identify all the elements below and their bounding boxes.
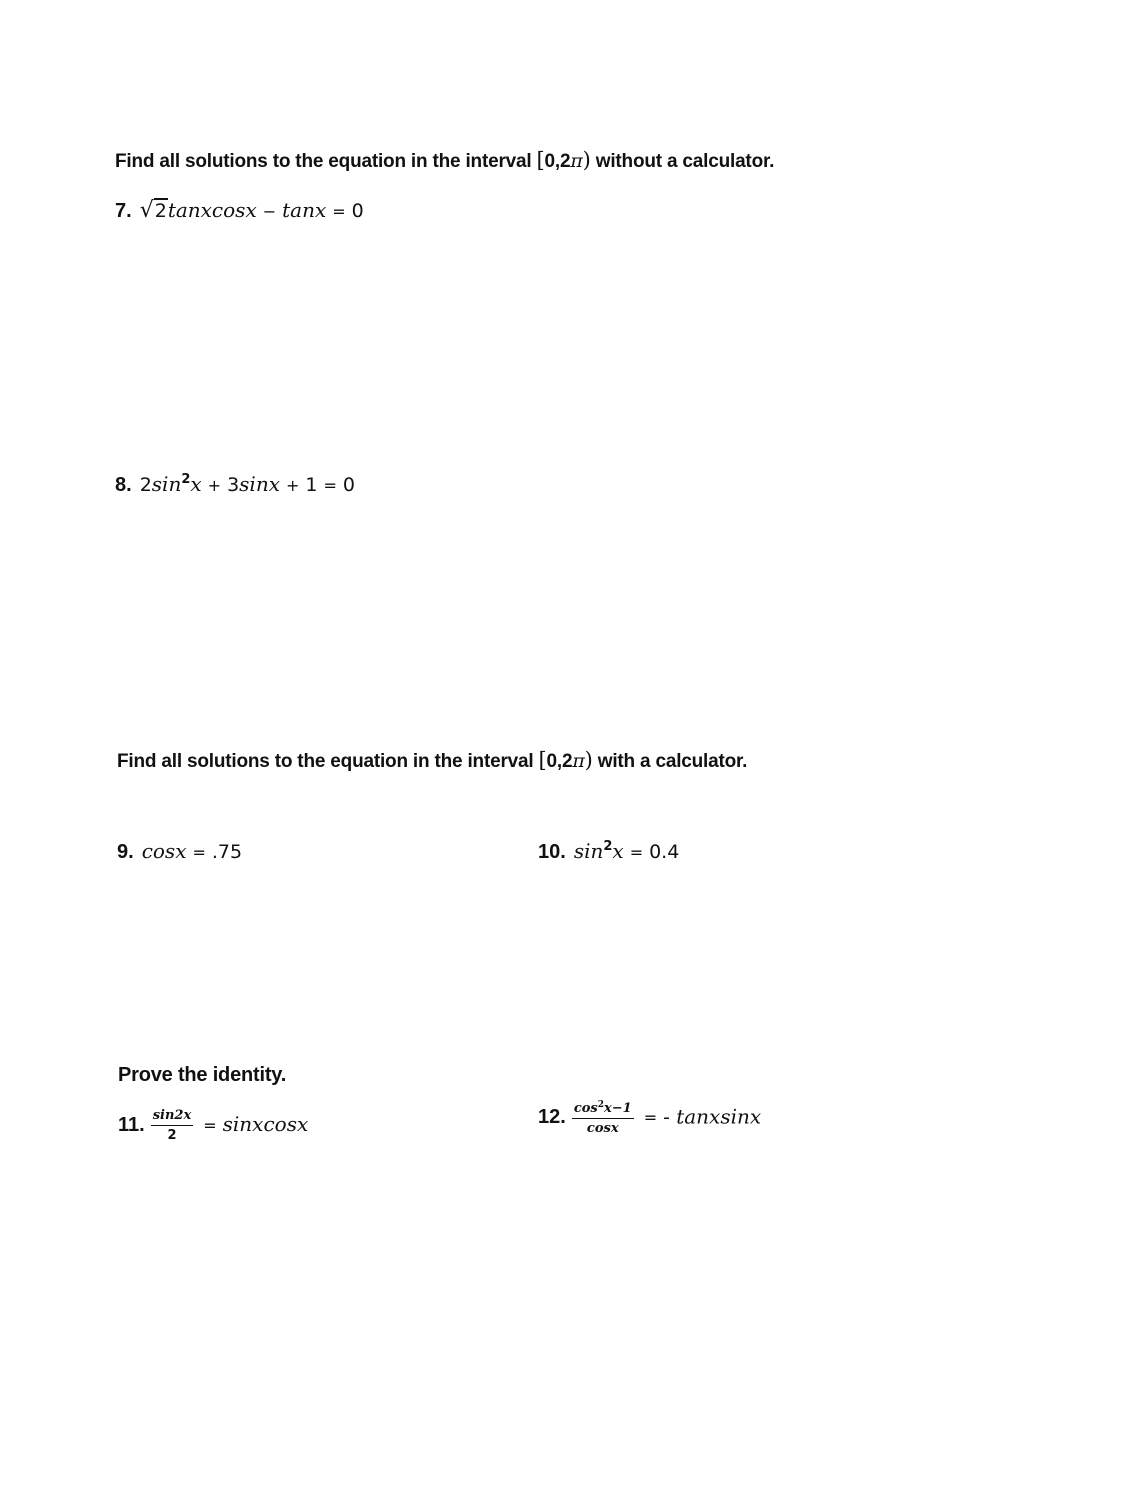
fraction	[151, 1108, 194, 1143]
problem-number: 8.	[115, 474, 132, 496]
interval-close-paren: )	[584, 748, 593, 772]
instruction-with-calculator	[117, 748, 747, 773]
function-name: sin	[573, 839, 604, 863]
instruction-prove-identity	[118, 1064, 286, 1087]
equals-sign: =	[203, 1115, 217, 1135]
equals-sign: =	[192, 843, 206, 862]
plus-sign: +	[285, 476, 300, 495]
fraction-numerator: sin2x	[151, 1108, 194, 1126]
interval-open-bracket: [	[536, 148, 545, 172]
interval-body: 0,2	[544, 151, 571, 172]
interval-close-paren: )	[582, 148, 591, 172]
equals-sign: =	[332, 202, 346, 221]
problem-10	[538, 839, 679, 864]
function-name: sin	[151, 472, 182, 496]
plus-sign: +	[207, 476, 222, 495]
constant: 1	[305, 474, 318, 496]
fraction	[572, 1100, 634, 1136]
right-hand-side: - tanxsinx	[663, 1104, 762, 1129]
equals-sign: =	[629, 843, 644, 862]
instruction-without-calculator	[115, 148, 774, 173]
right-hand-side: sinxcosx	[222, 1111, 309, 1136]
function-term: sinx	[239, 472, 280, 496]
instruction-text: Find all solutions to the equation in the interval	[115, 151, 537, 172]
problem-number: 12.	[538, 1106, 566, 1129]
sqrt-symbol: √	[139, 198, 154, 223]
equals-sign: =	[323, 476, 337, 495]
interval-pi: π	[572, 750, 585, 772]
variable: x	[612, 839, 624, 863]
expression-term: tanx	[282, 198, 327, 222]
problem-11	[118, 1108, 308, 1143]
fraction-denominator: cosx	[586, 1121, 619, 1136]
variable: x	[190, 472, 202, 496]
fraction-numerator	[572, 1100, 634, 1119]
numerator-exponent: 2	[597, 1100, 604, 1110]
problem-8	[115, 472, 355, 497]
interval-body: 0,2	[546, 751, 573, 772]
right-hand-side: .75	[211, 841, 243, 863]
problem-9	[117, 839, 242, 864]
right-hand-side: 0.4	[649, 841, 680, 863]
right-hand-side: 0	[342, 474, 355, 496]
right-hand-side: 0	[351, 200, 364, 222]
interval-pi: π	[570, 150, 583, 172]
problem-number: 7.	[115, 200, 132, 222]
instruction-text: Find all solutions to the equation in the interval	[117, 751, 539, 772]
left-hand-side: cosx	[141, 839, 187, 863]
problem-7	[115, 198, 364, 223]
fraction-denominator: 2	[167, 1128, 177, 1143]
numerator-function: cos	[573, 1101, 598, 1116]
instruction-text-end: with a calculator.	[592, 751, 748, 772]
radicand: 2	[154, 200, 167, 222]
coefficient: 2	[139, 474, 152, 496]
problem-12	[538, 1100, 761, 1136]
instruction-text: Prove the identity.	[118, 1064, 287, 1086]
problem-number: 9.	[117, 841, 134, 863]
equals-sign: =	[643, 1108, 658, 1128]
exponent: 2	[603, 839, 613, 854]
exponent: 2	[181, 472, 191, 487]
minus-sign: −	[262, 202, 277, 221]
interval-open-bracket: [	[538, 748, 547, 772]
problem-number: 10.	[538, 841, 566, 863]
numerator-rest: x−1	[603, 1101, 632, 1116]
expression-term: tanxcosx	[167, 198, 257, 222]
instruction-text-end: without a calculator.	[590, 151, 775, 172]
coefficient: 3	[227, 474, 240, 496]
problem-number: 11.	[118, 1113, 145, 1136]
